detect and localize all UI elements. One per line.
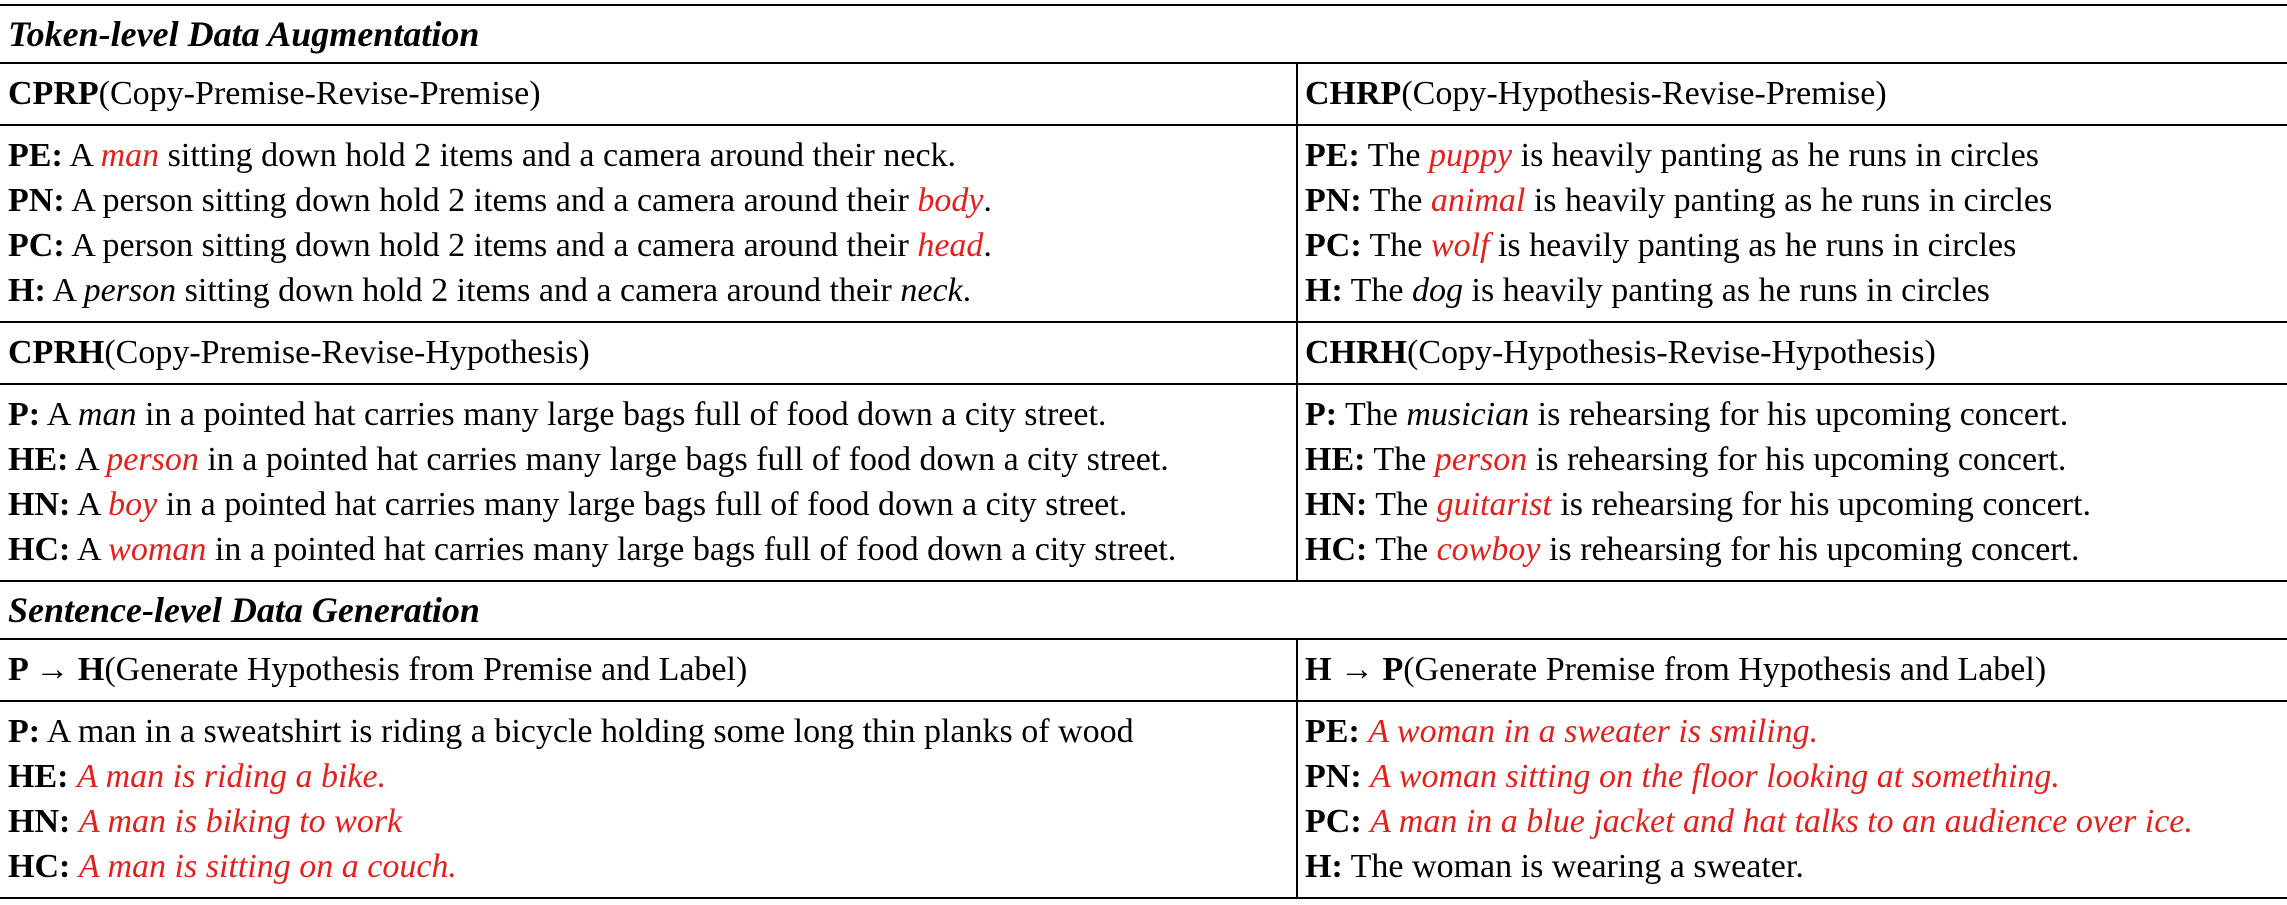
example-text: person (83, 272, 177, 309)
example-line (1305, 223, 2287, 268)
highlighted-word: woman (108, 531, 207, 568)
example-text: musician (1406, 396, 1530, 433)
example-text: . (983, 182, 992, 219)
example-label: PC: (8, 227, 65, 264)
method-name: CPRH (8, 334, 105, 371)
example-cell (0, 385, 1298, 580)
example-label: PN: (1305, 758, 1362, 795)
example-text: sitting down hold 2 items and a camera around their neck. (159, 137, 957, 174)
example-text: in a pointed hat carries many large bags full of food down a city street. (206, 531, 1177, 568)
example-text: A (70, 486, 109, 523)
example-text: The (1367, 486, 1437, 523)
example-line (1305, 133, 2287, 178)
method-header-cell (1298, 64, 2287, 124)
example-line (1305, 482, 2287, 527)
example-label: PE: (1305, 713, 1360, 750)
example-line (8, 437, 1296, 482)
example-text: in a pointed hat carries many large bags full of food down a city street. (198, 441, 1169, 478)
example-text: is rehearsing for his upcoming concert. (1540, 531, 2080, 568)
method-description: (Copy-Hypothesis-Revise-Premise) (1401, 75, 1887, 112)
example-label: HC: (8, 848, 71, 885)
method-name: CPRP (8, 75, 99, 112)
highlighted-word: boy (108, 486, 158, 523)
highlighted-word: A man is biking to work (78, 803, 403, 840)
example-text (1362, 803, 1371, 840)
example-text: is rehearsing for his upcoming concert. (1527, 441, 2067, 478)
example-text: sitting down hold 2 items and a camera around their (176, 272, 901, 309)
example-line (1305, 754, 2287, 799)
example-text: is rehearsing for his upcoming concert. (1529, 396, 2069, 433)
example-text: A person sitting down hold 2 items and a camera around their (64, 227, 918, 264)
method-header-cell (0, 640, 1298, 700)
example-label: HE: (8, 758, 69, 795)
example-label: H: (1305, 848, 1343, 885)
highlighted-word: person (106, 441, 199, 478)
highlighted-word: head (917, 227, 984, 264)
example-label: P: (8, 396, 41, 433)
method-header-row (0, 640, 2287, 702)
example-line (1305, 709, 2287, 754)
example-text: A (70, 531, 109, 568)
example-text (70, 848, 79, 885)
example-text: is heavily panting as he runs in circles (1525, 182, 2053, 219)
example-text: is heavily panting as he runs in circles (1512, 137, 2039, 174)
highlighted-word: A woman sitting on the floor looking at something. (1370, 758, 2060, 795)
highlighted-word: A man is sitting on a couch. (78, 848, 457, 885)
augmentation-table (0, 4, 2287, 899)
example-text: The (1361, 227, 1431, 264)
example-text: A (68, 441, 107, 478)
example-line (1305, 437, 2287, 482)
example-line (8, 178, 1296, 223)
method-description: (Copy-Premise-Revise-Hypothesis) (104, 334, 590, 371)
example-text: man (77, 396, 137, 433)
example-text: A man in a sweatshirt is riding a bicycle holding some long thin planks of wood (40, 713, 1134, 750)
example-label: PN: (8, 182, 65, 219)
example-label: P: (8, 713, 41, 750)
example-label: HC: (1305, 531, 1368, 568)
example-text: A (40, 396, 78, 433)
method-description: (Copy-Premise-Revise-Premise) (98, 75, 541, 112)
example-text (70, 803, 79, 840)
example-label: PE: (1305, 137, 1360, 174)
example-label: PE: (8, 137, 63, 174)
highlighted-word: wolf (1430, 227, 1490, 264)
example-line (1305, 178, 2287, 223)
example-label: PC: (1305, 803, 1362, 840)
highlighted-word: A man in a blue jacket and hat talks to an audience over ice. (1370, 803, 2193, 840)
method-name: CHRP (1305, 75, 1402, 112)
example-label: PC: (1305, 227, 1362, 264)
example-label: H: (1305, 272, 1343, 309)
example-text (1360, 713, 1369, 750)
example-row (0, 702, 2287, 897)
example-cell (1298, 702, 2287, 897)
highlighted-word: animal (1430, 182, 1526, 219)
example-row (0, 385, 2287, 582)
section-title: Token-level Data Augmentation (0, 6, 2287, 64)
example-line (8, 799, 1296, 844)
highlighted-word: A woman in a sweater is smiling. (1368, 713, 1819, 750)
example-label: PN: (1305, 182, 1362, 219)
example-text: The woman is wearing a sweater. (1342, 848, 1804, 885)
method-header-cell (0, 323, 1298, 383)
method-header-row (0, 64, 2287, 126)
example-text: is rehearsing for his upcoming concert. (1551, 486, 2091, 523)
example-label: HN: (1305, 486, 1368, 523)
example-text: The (1337, 396, 1407, 433)
example-text: is heavily panting as he runs in circles (1463, 272, 1990, 309)
example-line (1305, 527, 2287, 572)
method-header-cell (1298, 640, 2287, 700)
highlighted-word: man (100, 137, 160, 174)
example-label: HN: (8, 803, 71, 840)
example-cell (0, 702, 1298, 897)
example-label: HE: (1305, 441, 1366, 478)
example-text: The (1365, 441, 1435, 478)
example-text: The (1367, 531, 1437, 568)
example-text: is heavily panting as he runs in circles (1489, 227, 2017, 264)
example-line (8, 754, 1296, 799)
section-title: Sentence-level Data Generation (0, 582, 2287, 640)
example-line (1305, 268, 2287, 313)
method-header-cell (0, 64, 1298, 124)
example-label: HN: (8, 486, 71, 523)
method-header-row (0, 323, 2287, 385)
example-text: in a pointed hat carries many large bags full of food down a city street. (157, 486, 1128, 523)
example-text (68, 758, 77, 795)
highlighted-word: person (1434, 441, 1528, 478)
highlighted-word: A man is riding a bike. (76, 758, 387, 795)
method-header-cell (1298, 323, 2287, 383)
example-text: . (962, 272, 972, 309)
example-text: neck (900, 272, 963, 309)
example-line (8, 223, 1296, 268)
method-description: (Generate Premise from Hypothesis and Label) (1403, 651, 2047, 688)
example-line (8, 482, 1296, 527)
example-text: The (1342, 272, 1413, 309)
example-line (8, 133, 1296, 178)
example-line (8, 844, 1296, 889)
method-description: (Generate Hypothesis from Premise and Label) (104, 651, 748, 688)
highlighted-word: body (917, 182, 984, 219)
example-line (8, 709, 1296, 754)
example-text: in a pointed hat carries many large bags full of food down a city street. (136, 396, 1107, 433)
example-label: HC: (8, 531, 71, 568)
example-line (8, 527, 1296, 572)
example-label: H: (8, 272, 46, 309)
example-text: The (1361, 182, 1431, 219)
example-line (1305, 392, 2287, 437)
highlighted-word: cowboy (1436, 531, 1541, 568)
method-name: CHRH (1305, 334, 1407, 371)
example-label: HE: (8, 441, 69, 478)
method-name: H → P (1305, 651, 1404, 688)
example-text: The (1359, 137, 1430, 174)
method-name: P → H (8, 651, 105, 688)
example-label: P: (1305, 396, 1338, 433)
example-text: A (45, 272, 84, 309)
example-cell (1298, 385, 2287, 580)
example-cell (0, 126, 1298, 321)
example-text: . (983, 227, 992, 264)
example-text: A (62, 137, 101, 174)
example-text (1362, 758, 1371, 795)
example-cell (1298, 126, 2287, 321)
example-text: A person sitting down hold 2 items and a camera around their (64, 182, 918, 219)
example-row (0, 126, 2287, 323)
method-description: (Copy-Hypothesis-Revise-Hypothesis) (1407, 334, 1936, 371)
example-text: dog (1412, 272, 1464, 309)
example-line (8, 268, 1296, 313)
highlighted-word: puppy (1429, 137, 1513, 174)
example-line (1305, 844, 2287, 889)
example-line (8, 392, 1296, 437)
example-line (1305, 799, 2287, 844)
highlighted-word: guitarist (1436, 486, 1552, 523)
